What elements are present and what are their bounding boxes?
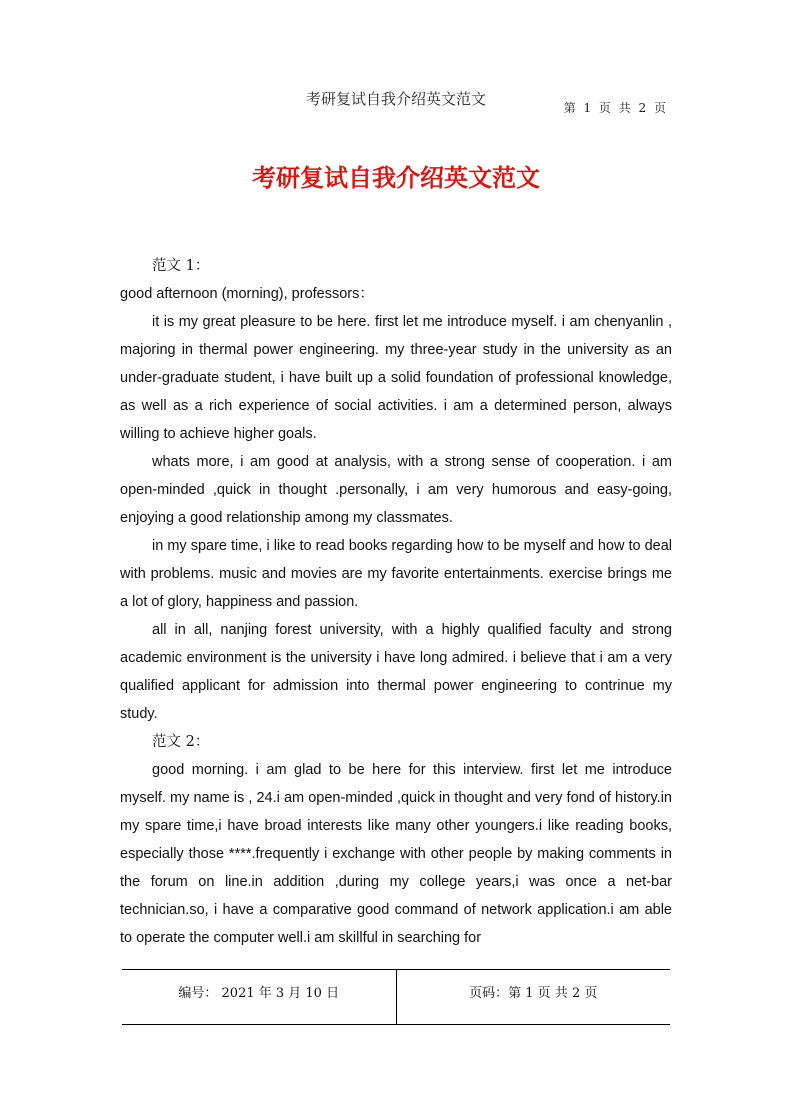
paragraph-3: in my spare time, i like to read books regarding how to be myself and how to deal with problems. music and movies are my favorite entertainments. exercise brings me a lot of glory, happiness and passion. — [120, 538, 672, 610]
paragraph-1: it is my great pleasure to be here. first let me introduce myself. i am chenyanlin , majoring in thermal power engineering. my three-year study in the university as an under-graduate student, i have built up a solid foundation of professional knowledge, as well as a rich experience of social activities. i am a determined person, always willing to achieve higher goals. — [120, 314, 672, 442]
header-page-indicator: 第 1 页 共 2 页 — [563, 101, 668, 115]
document-title: 考研复试自我介绍英文范文 — [252, 163, 540, 192]
paragraph-2: whats more, i am good at analysis, with a strong sense of cooperation. i am open-minded ,quick in thought .personally, i am very humorous and easy-going, enjoying a good relationship among my classmates. — [120, 454, 672, 526]
paragraph-5: good morning. i am glad to be here for this interview. first let me introduce myself. my name is , 24.i am open-minded ,quick in thought and very fond of history.in my spare time,i have broad interests like many other youngers.i like reading books, especially those ****.frequently i exchange with other people by making comments in the forum on line.in addition ,during my college years,i was once a net-bar technician.so, i have a comparative good command of network application.i am able to operate the computer well.i am skillful in searching for — [120, 762, 672, 946]
sample1-label: 范文 1： — [152, 258, 210, 274]
header-title: 考研复试自我介绍英文范文 — [305, 90, 486, 108]
document-body — [120, 252, 672, 952]
greeting: good afternoon (morning), professors： — [120, 286, 374, 302]
footer-table — [122, 969, 670, 1025]
sample2-label: 范文 2： — [152, 734, 210, 750]
paragraph-4: all in all, nanjing forest university, with a highly qualified faculty and strong academic environment is the university i have long admired. i believe that i am a very qualified applicant for admission into thermal power engineering to contrinue my study. — [120, 622, 672, 722]
footer-page: 页码：第 1 页 共 2 页 — [469, 986, 598, 1001]
footer-number: 编号： 2021 年 3 月 10 日 — [178, 986, 340, 1001]
